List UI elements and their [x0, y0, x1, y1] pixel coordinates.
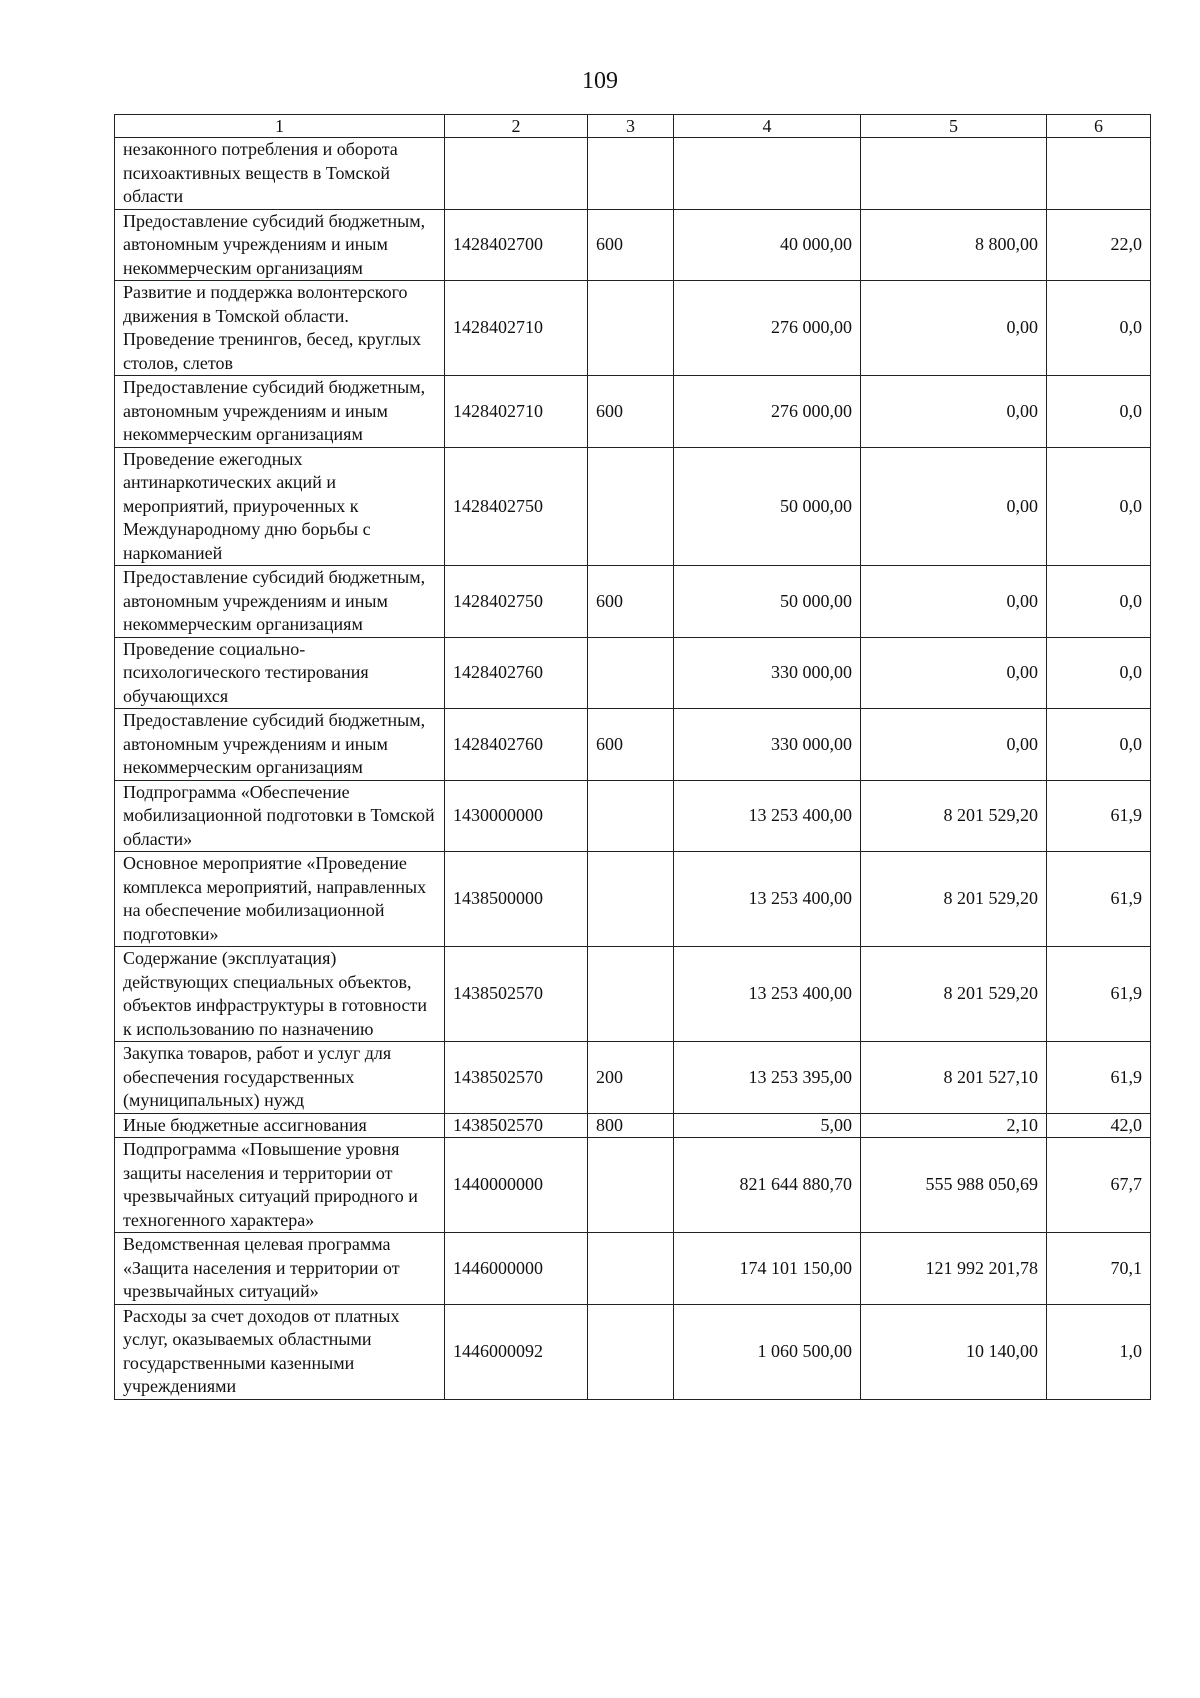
row-actual-amount: 0,00 — [861, 637, 1047, 709]
row-code: 1438502570 — [445, 1042, 588, 1114]
row-planned-amount: 50 000,00 — [674, 566, 861, 638]
row-name: Предоставление субсидий бюджетным, автономным учреждениям и иным некоммерческим организациям — [115, 566, 445, 638]
row-actual-amount: 10 140,00 — [861, 1304, 1047, 1399]
column-header-1: 1 — [115, 115, 445, 138]
column-number-row — [115, 115, 1151, 138]
column-header-3: 3 — [588, 115, 674, 138]
column-header-6: 6 — [1047, 115, 1151, 138]
row-percent: 61,9 — [1047, 852, 1151, 947]
row-expense-type — [588, 637, 674, 709]
row-percent: 0,0 — [1047, 709, 1151, 781]
row-planned-amount: 276 000,00 — [674, 281, 861, 376]
row-percent: 67,7 — [1047, 1138, 1151, 1233]
row-planned-amount: 50 000,00 — [674, 447, 861, 566]
row-code: 1428402750 — [445, 566, 588, 638]
row-expense-type — [588, 1304, 674, 1399]
row-planned-amount: 5,00 — [674, 1113, 861, 1138]
column-header-5: 5 — [861, 115, 1047, 138]
row-planned-amount: 1 060 500,00 — [674, 1304, 861, 1399]
row-actual-amount: 555 988 050,69 — [861, 1138, 1047, 1233]
row-expense-type: 600 — [588, 376, 674, 448]
row-expense-type: 600 — [588, 566, 674, 638]
table-row — [115, 1304, 1151, 1399]
row-code: 1428402700 — [445, 209, 588, 281]
row-actual-amount: 8 201 527,10 — [861, 1042, 1047, 1114]
row-expense-type — [588, 852, 674, 947]
row-planned-amount: 276 000,00 — [674, 376, 861, 448]
row-code: 1430000000 — [445, 780, 588, 852]
row-name: Подпрограмма «Повышение уровня защиты населения и территории от чрезвычайных ситуаций природного и техногенного характера» — [115, 1138, 445, 1233]
row-expense-type: 600 — [588, 209, 674, 281]
row-name: Иные бюджетные ассигнования — [115, 1113, 445, 1138]
row-actual-amount: 0,00 — [861, 566, 1047, 638]
table-row — [115, 566, 1151, 638]
row-name: Расходы за счет доходов от платных услуг, оказываемых областными государственными казенными учреждениями — [115, 1304, 445, 1399]
row-actual-amount: 0,00 — [861, 376, 1047, 448]
row-percent — [1047, 138, 1151, 210]
row-expense-type: 800 — [588, 1113, 674, 1138]
row-code: 1428402760 — [445, 709, 588, 781]
row-percent: 42,0 — [1047, 1113, 1151, 1138]
row-name: Ведомственная целевая программа «Защита населения и территории от чрезвычайных ситуаций» — [115, 1233, 445, 1305]
row-percent: 0,0 — [1047, 376, 1151, 448]
table-row — [115, 780, 1151, 852]
row-percent: 0,0 — [1047, 281, 1151, 376]
row-expense-type — [588, 780, 674, 852]
table-row — [115, 1042, 1151, 1114]
row-code: 1428402710 — [445, 281, 588, 376]
table-row — [115, 1138, 1151, 1233]
table-row — [115, 209, 1151, 281]
row-percent: 1,0 — [1047, 1304, 1151, 1399]
table-row — [115, 1113, 1151, 1138]
row-expense-type — [588, 1138, 674, 1233]
row-percent: 0,0 — [1047, 566, 1151, 638]
row-name: Проведение ежегодных антинаркотических акций и мероприятий, приуроченных к Международному дню борьбы с наркоманией — [115, 447, 445, 566]
table-row — [115, 281, 1151, 376]
row-name: Предоставление субсидий бюджетным, автономным учреждениям и иным некоммерческим организациям — [115, 209, 445, 281]
row-planned-amount: 13 253 400,00 — [674, 947, 861, 1042]
row-expense-type — [588, 281, 674, 376]
row-actual-amount: 0,00 — [861, 281, 1047, 376]
row-actual-amount: 8 201 529,20 — [861, 852, 1047, 947]
row-name: незаконного потребления и оборота психоактивных веществ в Томской области — [115, 138, 445, 210]
row-planned-amount: 174 101 150,00 — [674, 1233, 861, 1305]
row-planned-amount: 13 253 400,00 — [674, 852, 861, 947]
row-percent: 22,0 — [1047, 209, 1151, 281]
row-name: Содержание (эксплуатация) действующих специальных объектов, объектов инфраструктуры в готовности к использованию по назначению — [115, 947, 445, 1042]
row-percent: 70,1 — [1047, 1233, 1151, 1305]
row-actual-amount: 8 800,00 — [861, 209, 1047, 281]
row-code: 1440000000 — [445, 1138, 588, 1233]
row-planned-amount: 330 000,00 — [674, 637, 861, 709]
row-code: 1446000092 — [445, 1304, 588, 1399]
row-planned-amount — [674, 138, 861, 210]
table-row — [115, 637, 1151, 709]
row-expense-type: 200 — [588, 1042, 674, 1114]
table-row — [115, 1233, 1151, 1305]
row-code: 1438500000 — [445, 852, 588, 947]
row-planned-amount: 330 000,00 — [674, 709, 861, 781]
table-row — [115, 947, 1151, 1042]
row-name: Развитие и поддержка волонтерского движения в Томской области. Проведение тренингов, бесед, круглых столов, слетов — [115, 281, 445, 376]
row-planned-amount: 40 000,00 — [674, 209, 861, 281]
table-row — [115, 447, 1151, 566]
row-actual-amount: 2,10 — [861, 1113, 1047, 1138]
row-name: Подпрограмма «Обеспечение мобилизационной подготовки в Томской области» — [115, 780, 445, 852]
row-code: 1446000000 — [445, 1233, 588, 1305]
row-percent: 61,9 — [1047, 1042, 1151, 1114]
row-actual-amount: 8 201 529,20 — [861, 947, 1047, 1042]
row-actual-amount: 8 201 529,20 — [861, 780, 1047, 852]
table-row — [115, 376, 1151, 448]
column-header-2: 2 — [445, 115, 588, 138]
row-actual-amount — [861, 138, 1047, 210]
row-planned-amount: 821 644 880,70 — [674, 1138, 861, 1233]
budget-table — [114, 114, 1151, 1400]
row-name: Предоставление субсидий бюджетным, автономным учреждениям и иным некоммерческим организациям — [115, 709, 445, 781]
row-code: 1428402710 — [445, 376, 588, 448]
table-row — [115, 852, 1151, 947]
row-code: 1438502570 — [445, 947, 588, 1042]
row-planned-amount: 13 253 395,00 — [674, 1042, 861, 1114]
row-expense-type — [588, 138, 674, 210]
row-expense-type — [588, 947, 674, 1042]
row-percent: 61,9 — [1047, 780, 1151, 852]
row-percent: 0,0 — [1047, 447, 1151, 566]
row-code: 1428402750 — [445, 447, 588, 566]
row-code: 1438502570 — [445, 1113, 588, 1138]
table-row — [115, 138, 1151, 210]
row-name: Предоставление субсидий бюджетным, автономным учреждениям и иным некоммерческим организациям — [115, 376, 445, 448]
row-code: 1428402760 — [445, 637, 588, 709]
row-actual-amount: 0,00 — [861, 709, 1047, 781]
row-name: Проведение социально-психологического тестирования обучающихся — [115, 637, 445, 709]
page-number: 109 — [582, 68, 618, 94]
row-expense-type — [588, 447, 674, 566]
row-percent: 0,0 — [1047, 637, 1151, 709]
row-actual-amount: 121 992 201,78 — [861, 1233, 1047, 1305]
column-header-4: 4 — [674, 115, 861, 138]
row-name: Основное мероприятие «Проведение комплекса мероприятий, направленных на обеспечение мобилизационной подготовки» — [115, 852, 445, 947]
row-planned-amount: 13 253 400,00 — [674, 780, 861, 852]
table-row — [115, 709, 1151, 781]
row-name: Закупка товаров, работ и услуг для обеспечения государственных (муниципальных) нужд — [115, 1042, 445, 1114]
row-expense-type: 600 — [588, 709, 674, 781]
row-actual-amount: 0,00 — [861, 447, 1047, 566]
row-code — [445, 138, 588, 210]
row-percent: 61,9 — [1047, 947, 1151, 1042]
budget-table-body — [115, 115, 1151, 1400]
row-expense-type — [588, 1233, 674, 1305]
